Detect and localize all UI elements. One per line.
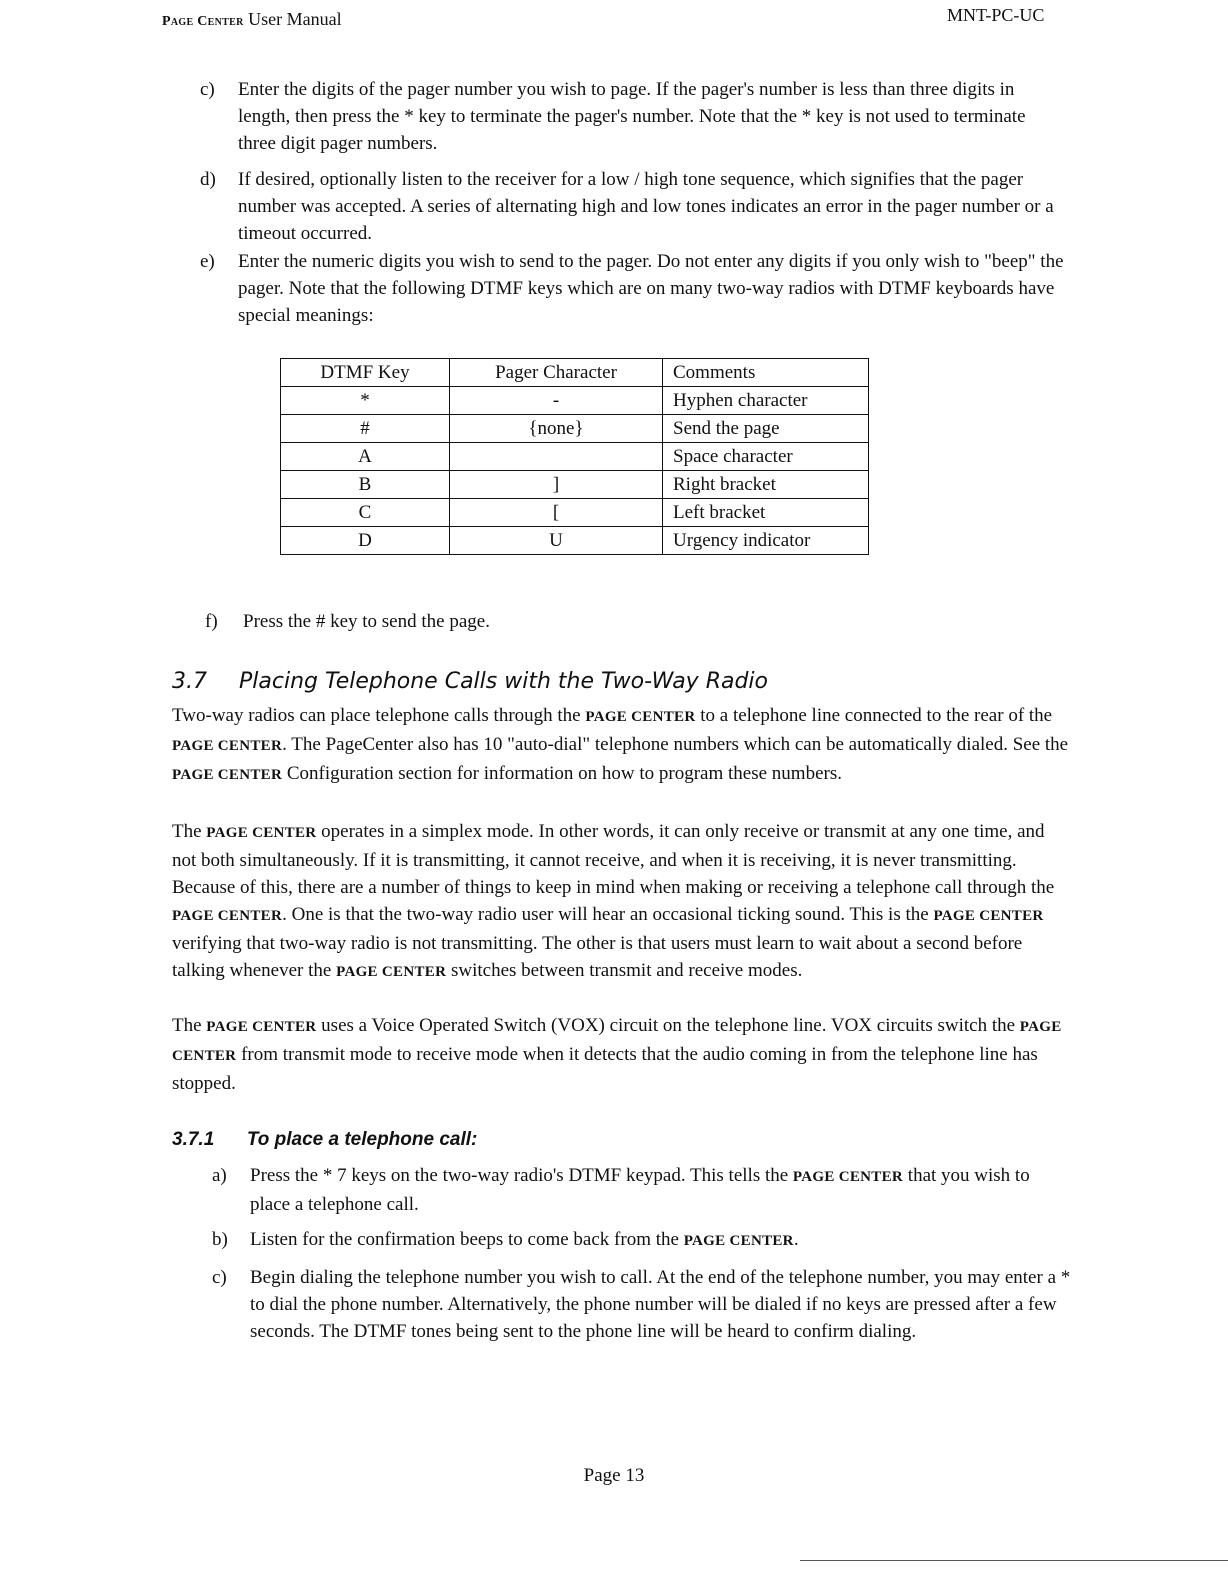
step-text: Enter the numeric digits you wish to send to the pager. Do not enter any digits if you only wish to "beep" the pager. Note that the following DTMF keys which are on many two-way radios with DTMF keyboards have special meanings: <box>238 251 1064 326</box>
text-run: Configuration section for information on how to program these numbers. <box>282 763 842 784</box>
table-cell: Left bracket <box>663 499 869 527</box>
paragraph-1 <box>172 702 1072 789</box>
page-number: Page 13 <box>583 1465 645 1486</box>
dtmf-key-table <box>280 358 869 555</box>
text-run: . One is that the two-way radio user will hear an occasional ticking sound. This is the <box>282 904 934 925</box>
step-text <box>250 1226 1070 1255</box>
text-run: from transmit mode to receive mode when it detects that the audio coming in from the telephone line has stopped. <box>172 1044 1038 1094</box>
section-heading <box>172 668 768 695</box>
table-row <box>281 415 869 443</box>
paragraph-2 <box>172 818 1072 986</box>
step-text: If desired, optionally listen to the receiver for a low / high tone sequence, which signifies that the pager number was accepted. A series of alternating high and low tones indicates an error in the pager number or a timeout occurred. <box>238 169 1054 244</box>
product-name: PAGE CENTER <box>172 908 283 924</box>
table-cell: {none} <box>450 415 663 443</box>
product-name: PAGE CENTER <box>172 767 283 783</box>
table-cell: Space character <box>663 443 869 471</box>
product-name: PAGE CENTER <box>792 1169 904 1185</box>
product-name: PAGE CENTER <box>336 964 447 980</box>
step-text: Enter the digits of the pager number you wish to page. If the pager's number is less than three digits in length, then press the * key to terminate the pager's number. Note that the * key is not used to terminate three digit pager numbers. <box>238 79 1026 154</box>
text-run: verifying that two-way radio is not transmitting. The other is that users must learn to wait about a second before talking whenever the <box>172 933 1023 981</box>
product-name: PAGE CENTER <box>683 1233 794 1249</box>
product-name: PAGE CENTER <box>585 709 696 725</box>
table-row <box>281 527 869 555</box>
table-cell: Hyphen character <box>663 387 869 415</box>
step-label: e) <box>200 251 215 272</box>
table-cell: [ <box>450 499 663 527</box>
step-text: Press the # key to send the page. <box>243 611 490 632</box>
table-cell: Urgency indicator <box>663 527 869 555</box>
subsection-heading <box>172 1126 477 1153</box>
table-cell <box>450 443 663 471</box>
section-number: 3.7 <box>172 669 207 694</box>
text-run: Two-way radios can place telephone calls through the <box>172 705 586 726</box>
table-cell: - <box>450 387 663 415</box>
table-cell: ] <box>450 471 663 499</box>
table-header-cell: Comments <box>663 359 869 387</box>
product-name: PAGE CENTER <box>206 825 317 841</box>
table-row <box>281 387 869 415</box>
table-header-row <box>281 359 869 387</box>
step-label: c) <box>200 79 215 100</box>
text-run: that you wish to place a telephone call. <box>250 1165 1030 1215</box>
table-row <box>281 443 869 471</box>
subsection-title: To place a telephone call: <box>246 1129 478 1150</box>
text-run: to a telephone line connected to the rear of the <box>695 705 1053 726</box>
header-brand: Page Center <box>162 14 244 29</box>
text-run: . The PageCenter also has 10 "auto-dial" telephone numbers which can be automatically dialed. See the <box>282 734 1069 755</box>
table-cell: B <box>281 471 450 499</box>
text-run: uses a Voice Operated Switch (VOX) circuit on the telephone line. VOX circuits switch the <box>316 1015 1020 1036</box>
text-run: Begin dialing the telephone number you wish to call. At the end of the telephone number, you may enter a * to dial the phone number. Alternatively, the phone number will be dialed if no keys are pressed after a few seconds. The DTMF tones being sent to the phone line will be heard to confirm dialing. <box>250 1267 1071 1342</box>
table-cell: A <box>281 443 450 471</box>
step-label: f) <box>205 611 218 632</box>
text-run: The <box>172 821 207 842</box>
text-run: . <box>793 1229 799 1250</box>
section-title: Placing Telephone Calls with the Two-Way Radio <box>239 669 768 694</box>
table-cell: * <box>281 387 450 415</box>
text-run: Press the * 7 keys on the two-way radio's DTMF keypad. This tells the <box>250 1165 793 1186</box>
paragraph-3 <box>172 1012 1072 1097</box>
table-cell: Right bracket <box>663 471 869 499</box>
table-cell: D <box>281 527 450 555</box>
table-row <box>281 499 869 527</box>
text-run: Listen for the confirmation beeps to come back from the <box>250 1229 684 1250</box>
footer-rule <box>800 1560 1228 1561</box>
product-name: PAGE CENTER <box>206 1019 317 1035</box>
text-run: switches between transmit and receive modes. <box>446 960 803 981</box>
table-header-cell: DTMF Key <box>281 359 450 387</box>
table-cell: Send the page <box>663 415 869 443</box>
step-label: b) <box>212 1229 228 1250</box>
subsection-number: 3.7.1 <box>172 1129 215 1150</box>
step-label: d) <box>200 169 216 190</box>
step-label: c) <box>212 1267 227 1288</box>
text-run: The <box>172 1015 207 1036</box>
step-text <box>250 1264 1080 1345</box>
table-cell: C <box>281 499 450 527</box>
header-title: User Manual <box>248 9 342 29</box>
table-row <box>281 471 869 499</box>
product-name: PAGE CENTER <box>172 1019 1062 1064</box>
header-doc-id: MNT-PC-UC <box>947 5 1045 25</box>
table-header-cell: Pager Character <box>450 359 663 387</box>
page-header-left <box>162 6 342 35</box>
table-cell: U <box>450 527 663 555</box>
table-cell: # <box>281 415 450 443</box>
text-run: operates in a simplex mode. In other words, it can only receive or transmit at any one time, and not both simultaneously. If it is transmitting, it cannot receive, and when it is receiving, it is never transmitting. Because of this, there are a number of things to keep in mind when making or receiving a telephone call through the <box>172 821 1055 898</box>
product-name: PAGE CENTER <box>933 908 1044 924</box>
product-name: PAGE CENTER <box>172 738 283 754</box>
step-text <box>250 1162 1070 1218</box>
step-label: a) <box>212 1165 227 1186</box>
